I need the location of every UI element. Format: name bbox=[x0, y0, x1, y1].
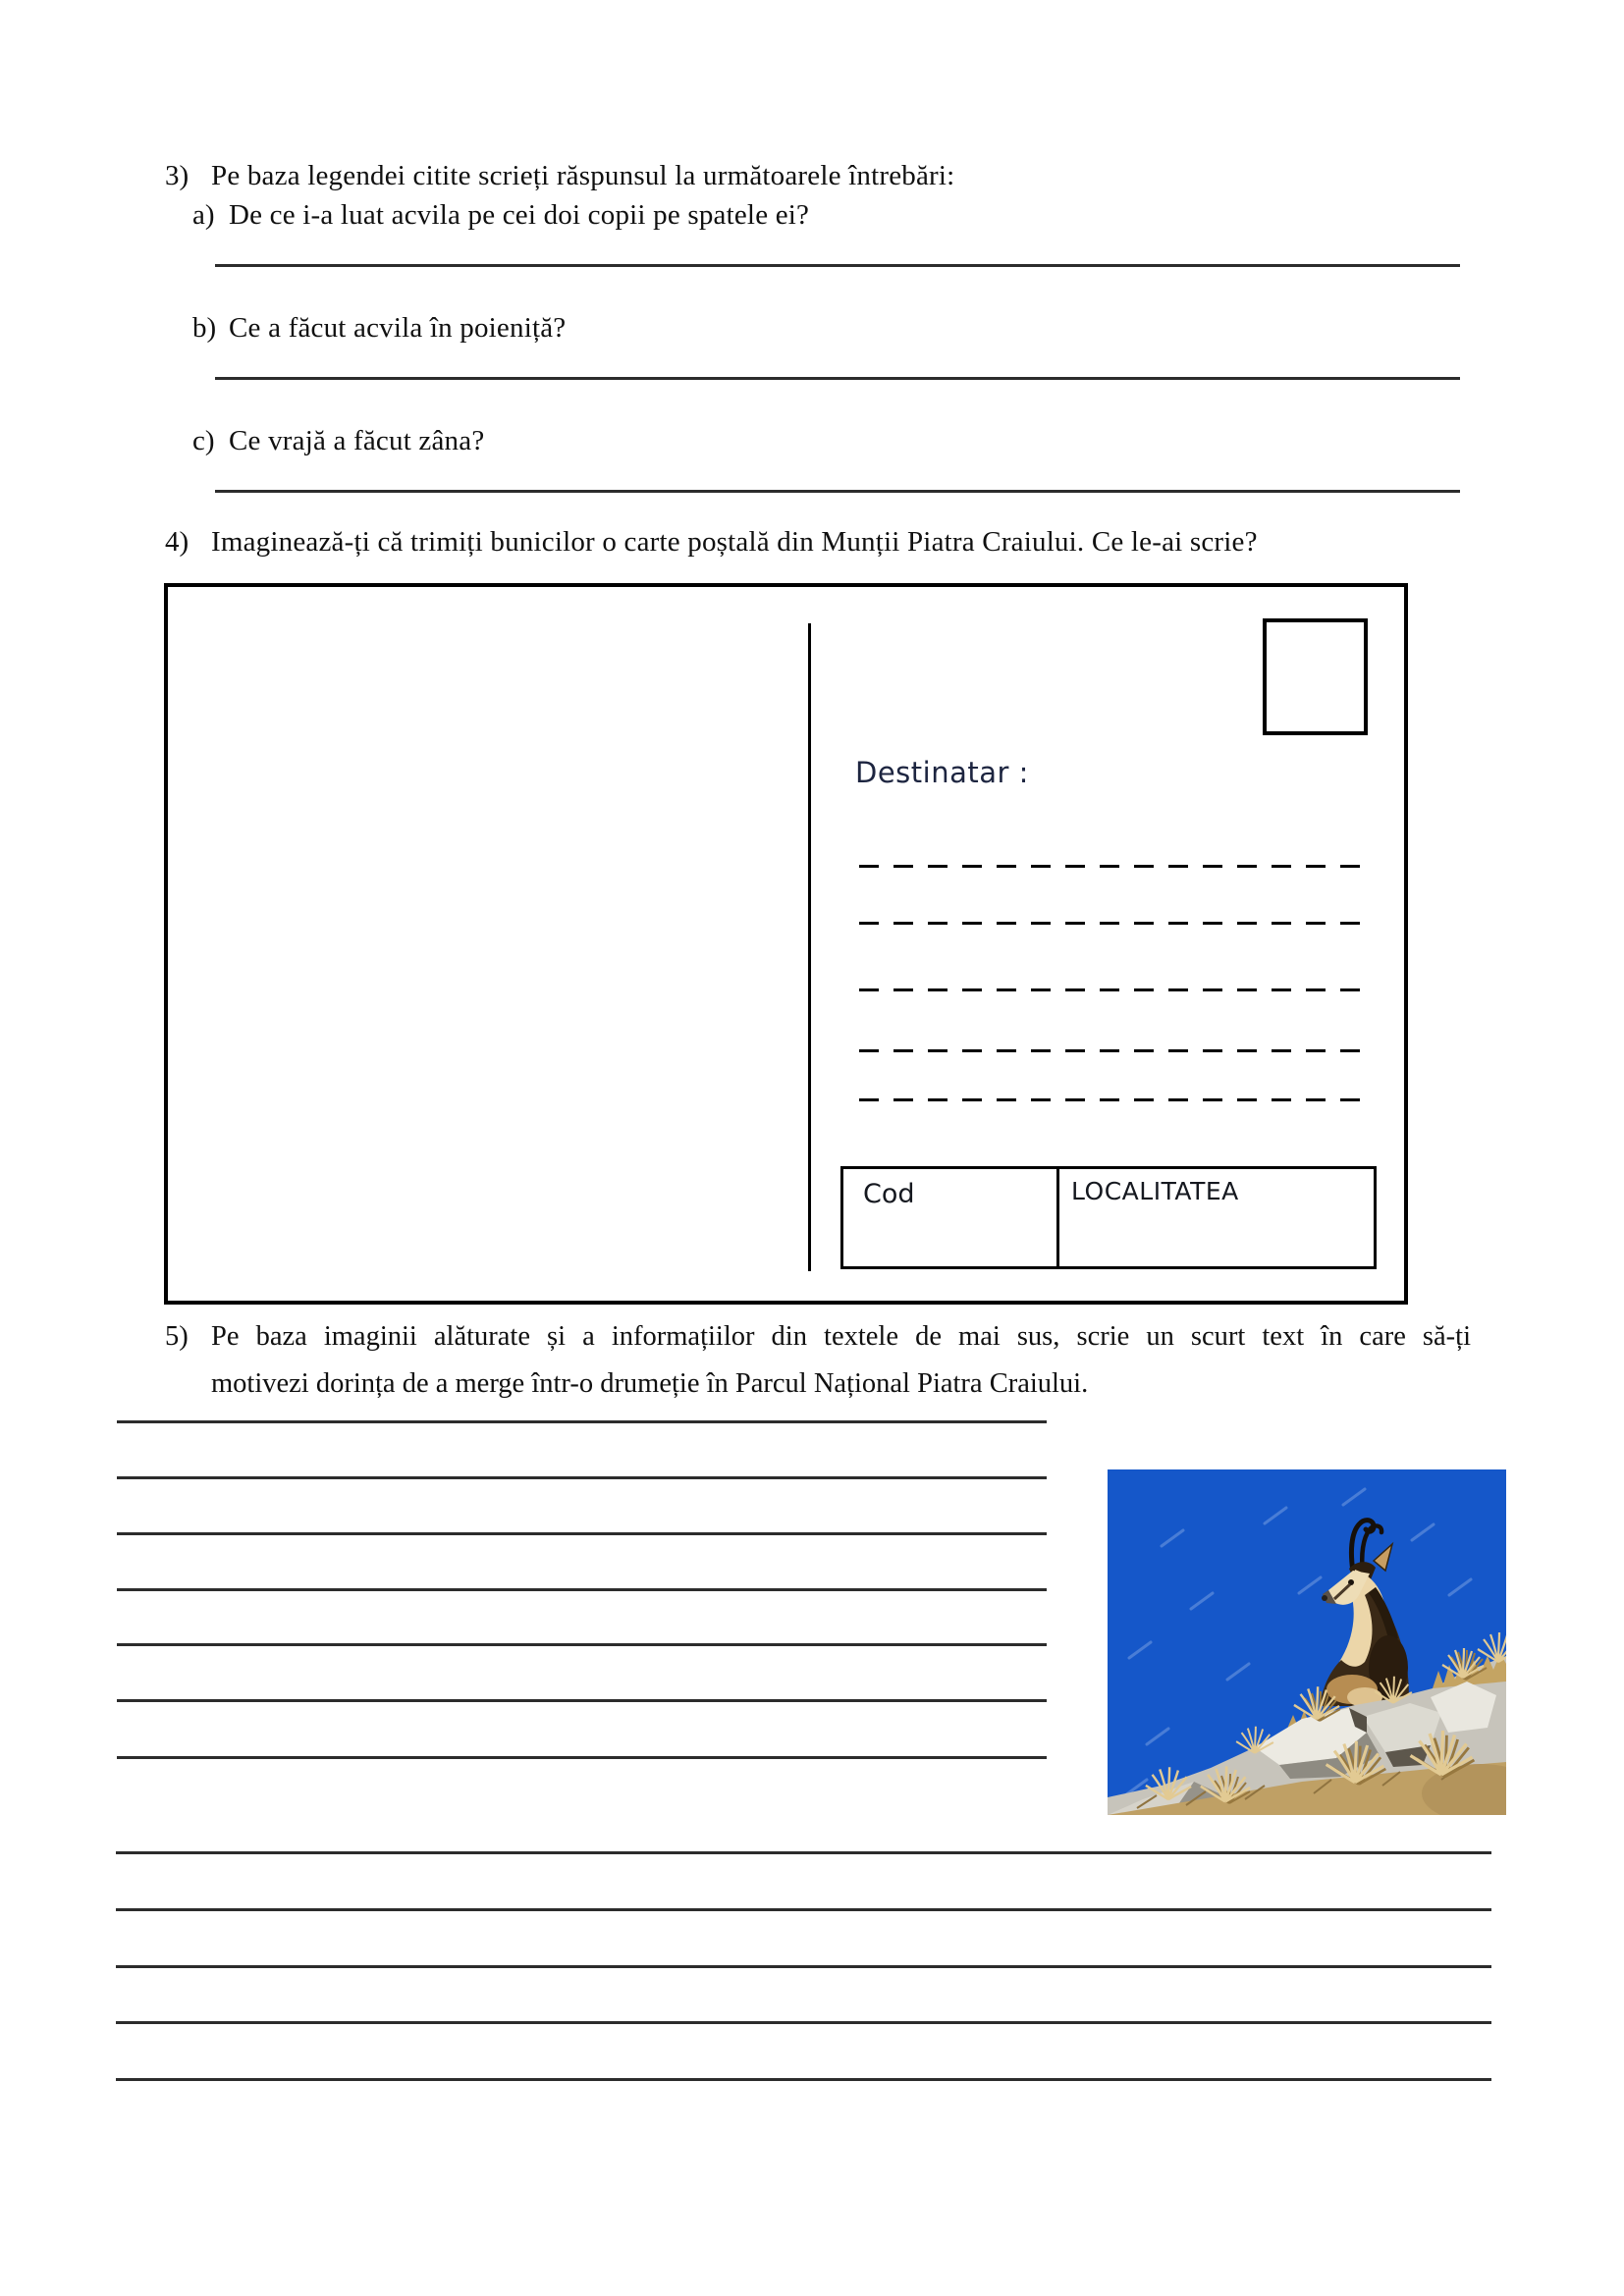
cod-label: Cod bbox=[863, 1179, 915, 1209]
q3b-label: b) bbox=[192, 312, 217, 344]
writing-line-12[interactable] bbox=[116, 2078, 1491, 2081]
q3a-label: a) bbox=[192, 199, 215, 231]
q3c-text: Ce vrajă a făcut zâna? bbox=[229, 425, 485, 456]
writing-line-1[interactable] bbox=[117, 1420, 1047, 1423]
chamois-photo-art bbox=[1108, 1469, 1506, 1815]
answer-line-b[interactable] bbox=[215, 377, 1460, 380]
destinatar-label: Destinatar : bbox=[855, 756, 1029, 789]
stamp-box[interactable] bbox=[1263, 618, 1368, 735]
cod-localitatea-table bbox=[840, 1166, 1377, 1269]
q3c-label: c) bbox=[192, 425, 215, 456]
q4-number: 4) bbox=[165, 526, 189, 558]
answer-line-c[interactable] bbox=[215, 490, 1460, 493]
writing-line-8[interactable] bbox=[116, 1851, 1491, 1854]
q5-paragraph bbox=[165, 1313, 1471, 1408]
address-dash-line-1[interactable] bbox=[859, 865, 1365, 868]
q3-number: 3) bbox=[165, 160, 189, 191]
q4-text: Imaginează-ți că trimiți bunicilor o carte poștală din Munții Piatra Craiului. Ce le-ai scrie? bbox=[211, 526, 1258, 558]
writing-line-9[interactable] bbox=[116, 1908, 1491, 1911]
writing-line-11[interactable] bbox=[116, 2021, 1491, 2024]
address-dash-line-5[interactable] bbox=[859, 1098, 1365, 1101]
cod-cell[interactable] bbox=[843, 1169, 1059, 1266]
chamois-photo bbox=[1108, 1469, 1506, 1815]
writing-line-7[interactable] bbox=[117, 1756, 1047, 1759]
writing-line-5[interactable] bbox=[117, 1643, 1047, 1646]
address-dash-line-4[interactable] bbox=[859, 1049, 1365, 1052]
address-dash-line-3[interactable] bbox=[859, 988, 1365, 991]
postcard-box bbox=[164, 583, 1408, 1305]
q5-text-line2: motivezi dorința de a merge într-o drumeție în Parcul Național Piatra Craiului. bbox=[211, 1368, 1089, 1399]
address-dash-line-2[interactable] bbox=[859, 922, 1365, 925]
q5-number: 5) bbox=[165, 1321, 189, 1352]
writing-line-3[interactable] bbox=[117, 1532, 1047, 1535]
localitatea-label: LOCALITATEA bbox=[1071, 1177, 1239, 1205]
writing-line-6[interactable] bbox=[117, 1699, 1047, 1702]
q3b-text: Ce a făcut acvila în poieniță? bbox=[229, 312, 567, 344]
postcard-message-area[interactable] bbox=[168, 587, 804, 1293]
q3-text: Pe baza legendei citite scrieți răspunsul la următoarele întrebări: bbox=[211, 160, 955, 191]
writing-line-2[interactable] bbox=[117, 1476, 1047, 1479]
postcard-divider bbox=[808, 623, 811, 1271]
q3a-text: De ce i-a luat acvila pe cei doi copii pe spatele ei? bbox=[229, 199, 810, 231]
localitatea-cell[interactable] bbox=[1059, 1169, 1374, 1266]
writing-line-4[interactable] bbox=[117, 1588, 1047, 1591]
q5-text-line1: Pe baza imaginii alăturate și a informațiilor din textele de mai sus, scrie un scurt text în care să-ți bbox=[211, 1321, 1471, 1352]
answer-line-a[interactable] bbox=[215, 264, 1460, 267]
writing-line-10[interactable] bbox=[116, 1965, 1491, 1968]
